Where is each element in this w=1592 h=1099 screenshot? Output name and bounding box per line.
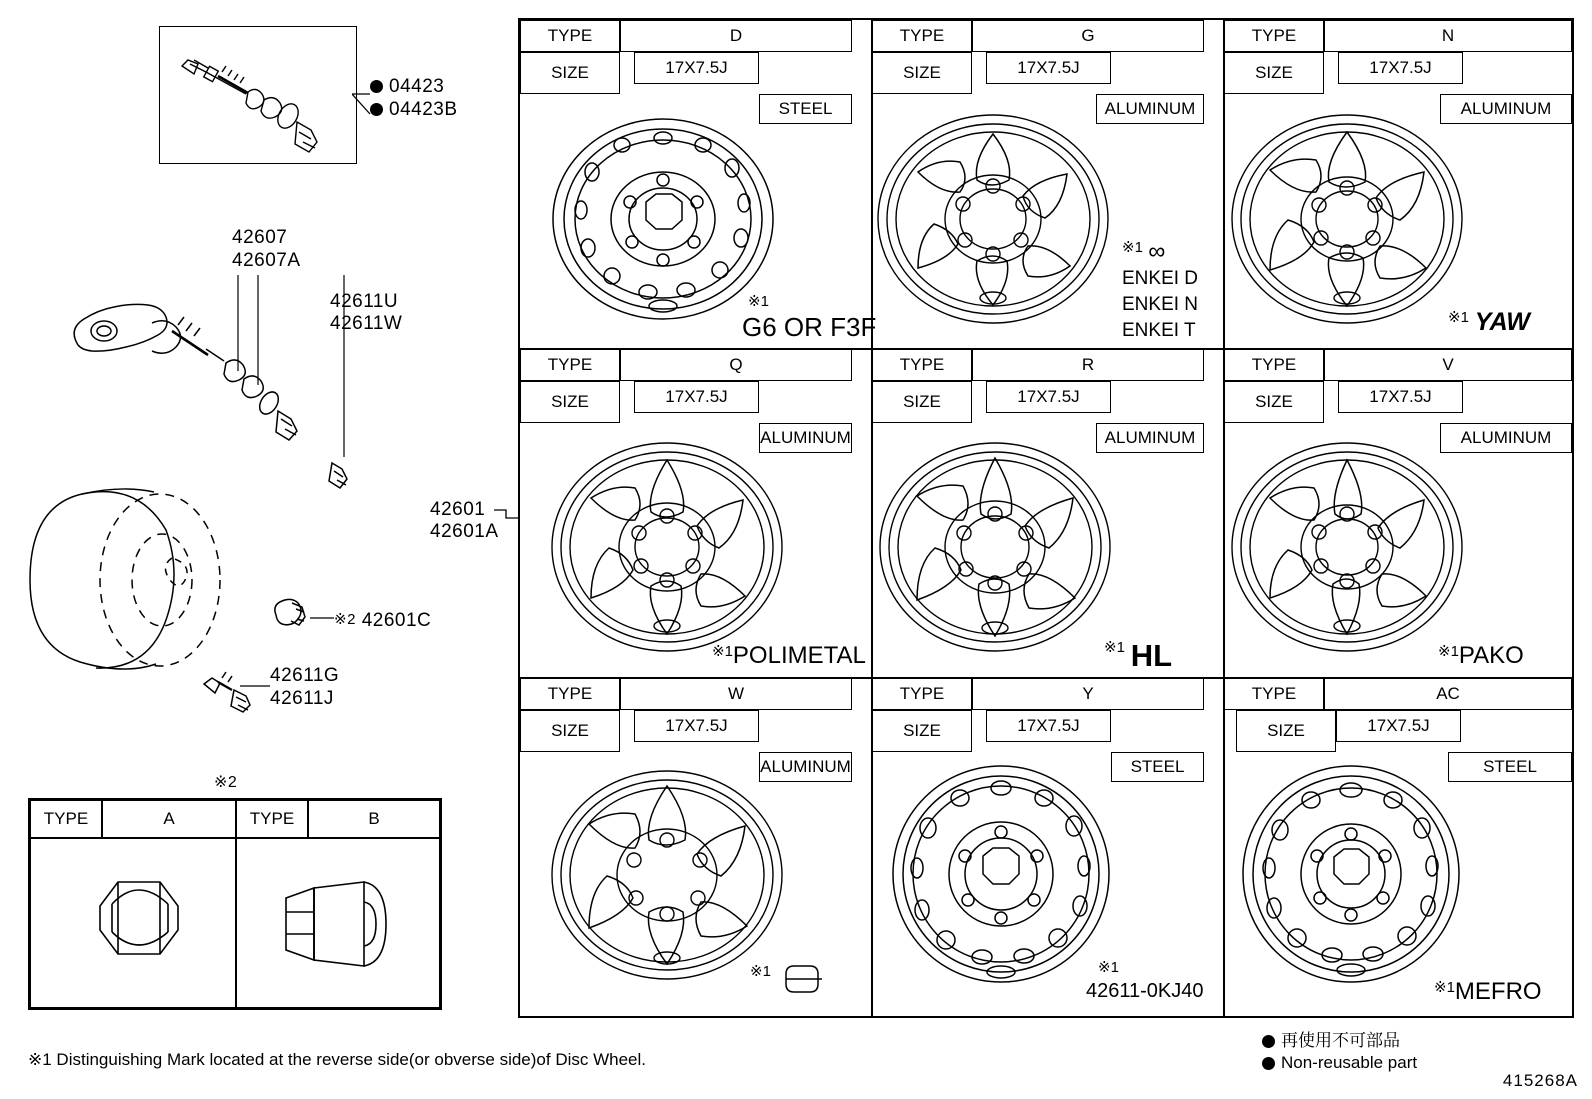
legend-en: Non-reusable part [1262, 1053, 1417, 1073]
wheel-illustration-y [890, 760, 1112, 992]
grid-size-value-0: 17X7.5J [634, 52, 759, 84]
valve-lower-label-1: 42611G [270, 665, 340, 686]
wheel-caption-ac: $^{※1}$MEFRO [1434, 978, 1542, 1005]
nut-type-value-b: B [308, 800, 440, 838]
grid-material-6: ALUMINUM [759, 752, 852, 782]
wheel-enkei-t: ENKEI T [1122, 320, 1196, 341]
disc-wheel-label-42601A: 42601A [430, 521, 499, 542]
grid-type-value-2: N [1324, 20, 1572, 52]
cap-label-42611U: 42611U [330, 291, 399, 312]
grid-type-label-5: TYPE [1224, 349, 1324, 381]
wheel-caption-y: 42611-0KJ40 [1086, 980, 1204, 1002]
wheel-illustration-ac [1240, 760, 1462, 992]
wheel-enkei-d: ENKEI D [1122, 268, 1199, 289]
grid-size-label-5: SIZE [1224, 381, 1324, 423]
grid-material-2: ALUMINUM [1440, 94, 1572, 124]
cap-label-42611W: 42611W [330, 313, 403, 334]
valve-kit-illustration [160, 30, 356, 162]
grid-material-7: STEEL [1111, 752, 1204, 782]
wheel-caption-q: $^{※1}$POLIMETAL [712, 642, 866, 669]
non-reusable-dot-icon [1262, 1057, 1275, 1070]
wheel-illustration-v [1228, 436, 1466, 658]
grid-size-value-2: 17X7.5J [1338, 52, 1463, 84]
grid-type-label-8: TYPE [1224, 678, 1324, 710]
grid-type-value-7: Y [972, 678, 1204, 710]
grid-size-label-4: SIZE [872, 381, 972, 423]
grid-size-value-1: 17X7.5J [986, 52, 1111, 84]
sensor-label-42607: 42607 [232, 227, 288, 248]
valve-kit-label-2: 04423B [370, 99, 458, 121]
grid-type-label-1: TYPE [872, 20, 972, 52]
grid-material-4: ALUMINUM [1096, 423, 1204, 453]
grid-size-label-1: SIZE [872, 52, 972, 94]
grid-size-label-3: SIZE [520, 381, 620, 423]
disc-wheel-label-42601: 42601 [430, 499, 486, 520]
grid-type-label-2: TYPE [1224, 20, 1324, 52]
grid-type-value-6: W [620, 678, 852, 710]
wheel-illustration-g [874, 108, 1112, 330]
grid-size-value-5: 17X7.5J [1338, 381, 1463, 413]
nut-table-mark: ※2 [214, 774, 238, 791]
grid-type-label-3: TYPE [520, 349, 620, 381]
nut-type-header-a: TYPE [30, 800, 102, 838]
wheel-illustration-n [1228, 108, 1466, 330]
grid-size-label-8: SIZE [1236, 710, 1336, 752]
wheel-enkei-n: ENKEI N [1122, 294, 1199, 315]
valve-lower-label-2: 42611J [270, 688, 334, 709]
grid-size-value-7: 17X7.5J [986, 710, 1111, 742]
sensor-label-42607A: 42607A [232, 250, 301, 271]
grid-size-value-6: 17X7.5J [634, 710, 759, 742]
wheel-mark-d: G6 OR F3F [742, 312, 877, 342]
grid-type-value-0: D [620, 20, 852, 52]
wheel-illustration-w [548, 764, 786, 986]
wheel-illustration-q [548, 436, 786, 658]
valve-kit-label-1: 04423 [370, 76, 444, 98]
ornament-leader [310, 612, 336, 624]
non-reusable-dot-icon [1262, 1035, 1275, 1048]
grid-size-label-7: SIZE [872, 710, 972, 752]
grid-size-label-6: SIZE [520, 710, 620, 752]
grid-material-5: ALUMINUM [1440, 423, 1572, 453]
diagram-number: 415268A [1502, 1071, 1578, 1090]
wheel-caption-w: ※1 [750, 963, 771, 980]
footnote-mark-1: ※1 Distinguishing Mark located at the reverse side(or obverse side)of Disc Wheel. [28, 1050, 647, 1069]
grid-type-value-5: V [1324, 349, 1572, 381]
grid-type-value-1: G [972, 20, 1204, 52]
grid-type-label-7: TYPE [872, 678, 972, 710]
wheel-illustration-r [876, 436, 1114, 658]
grid-size-value-3: 17X7.5J [634, 381, 759, 413]
nut-type-value-a: A [102, 800, 236, 838]
ornament-illustration [268, 595, 316, 637]
nut-type-a-icon [88, 870, 192, 976]
wheel-illustration-d [548, 110, 778, 328]
nut-type-b-icon [278, 872, 404, 976]
grid-material-8: STEEL [1448, 752, 1572, 782]
grid-size-value-8: 17X7.5J [1336, 710, 1461, 742]
grid-type-value-4: R [972, 349, 1204, 381]
grid-material-3: ALUMINUM [759, 423, 852, 453]
wheel-mark-icon-w [780, 962, 828, 996]
grid-size-label-2: SIZE [1224, 52, 1324, 94]
wheel-caption-y-mark: ※1 [1098, 959, 1119, 976]
wheel-caption-r: $^{※1}$ HL [1104, 638, 1173, 673]
grid-type-label-6: TYPE [520, 678, 620, 710]
grid-material-1: ALUMINUM [1096, 94, 1204, 124]
wheel-caption-n: $^{※1}$ YAW [1448, 308, 1530, 336]
ornament-label: $^{※2}$ 42601C [334, 610, 432, 631]
grid-size-label-0: SIZE [520, 52, 620, 94]
nut-type-header-b: TYPE [236, 800, 308, 838]
valve-kit-leader-line [352, 80, 376, 120]
wheel-caption-v: $^{※1}$PAKO [1438, 642, 1524, 669]
grid-type-label-0: TYPE [520, 20, 620, 52]
nut-type-table [28, 798, 442, 1010]
grid-material-0: STEEL [759, 94, 852, 124]
grid-type-value-8: AC [1324, 678, 1572, 710]
wheel-mark-g: $^{※1}$ ∞ [1122, 238, 1166, 265]
legend-jp: 再使用不可部品 [1262, 1026, 1400, 1051]
grid-size-value-4: 17X7.5J [986, 381, 1111, 413]
grid-type-label-4: TYPE [872, 349, 972, 381]
grid-type-value-3: Q [620, 349, 852, 381]
wheel-caption-d: ※1 [748, 293, 769, 310]
valve-lower-leader [240, 676, 274, 700]
